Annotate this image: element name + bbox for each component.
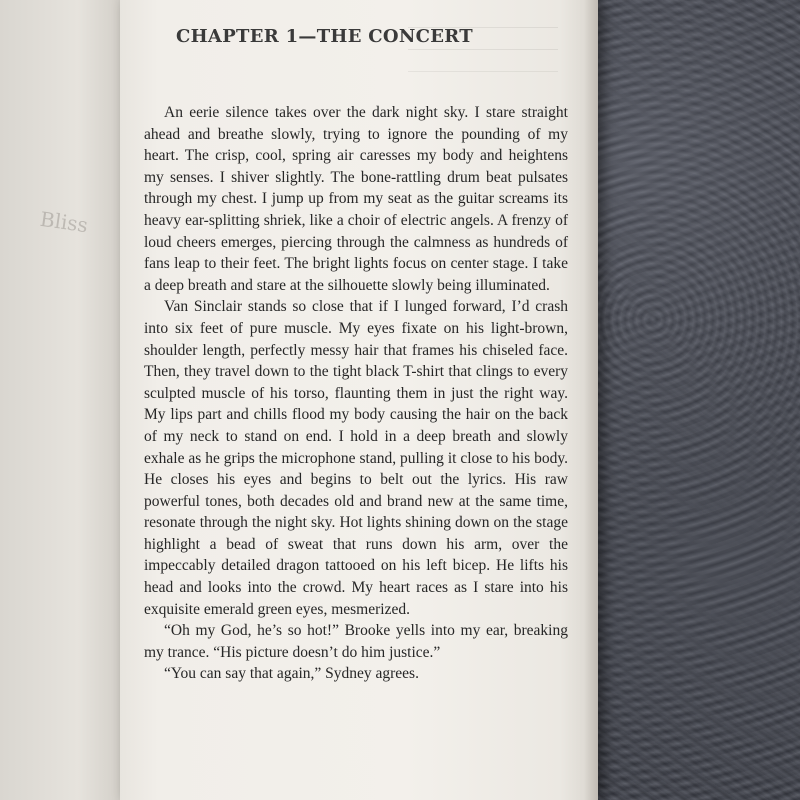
- faint-background-word: Bliss: [38, 206, 90, 238]
- page-edge-shadow: [584, 0, 598, 800]
- paragraph: “You can say that again,” Sydney agrees.: [164, 665, 419, 683]
- paragraph: An eerie silence takes over the dark night sky. I stare straight ahead and breathe slowly, trying to ignore the pounding of my heart. The crisp, cool, spring air caresses my body and heightens my senses. I shiver slightly. The bone-rattling drum beat pulsates through my chest. I jump up from my seat as the guitar screams its heavy ear-splitting shriek, like a choir of electric angels. A frenzy of loud cheers emerges, piercing through the calmness as hundreds of fans leap to their feet. The bright lights focus on center stage. I take a deep breath and stare at the silhouette slowly being illuminated.: [144, 104, 568, 294]
- paragraph: Van Sinclair stands so close that if I lunged forward, I’d crash into six feet of pure muscle. My eyes fixate on his light-brown, shoulder length, perfectly messy hair that frames his chiseled face. Then, they travel down to the tight black T-shirt that clings to every sculpted muscle of his torso, flaunting them in just the right way. My lips part and chills flood my body causing the hair on the back of my neck to stand on end. I hold in a deep breath and slowly exhale as he grips the microphone stand, pulling it close to his body. He closes his eyes and begins to belt out the lyrics. His raw powerful tones, both decades old and brand new at the same time, resonate through the night sky. Hot lights shining down on the stage highlight a bead of sweat that runs down his arm, over the impeccably detailed dragon tattooed on his left bicep. He lifts his head and looks into the crowd. My heart races as I stare into his exquisite emerald green eyes, mesmerized.: [144, 298, 568, 618]
- book-page: [120, 0, 598, 800]
- gray-fleece-blanket: [590, 0, 800, 800]
- underlying-book-page: [0, 0, 130, 800]
- paragraph: “Oh my God, he’s so hot!” Brooke yells into my ear, breaking my trance. “His picture doesn’t do him justice.”: [144, 622, 568, 661]
- chapter-title: CHAPTER 1—THE CONCERT: [176, 26, 473, 47]
- chapter-body: [144, 102, 568, 685]
